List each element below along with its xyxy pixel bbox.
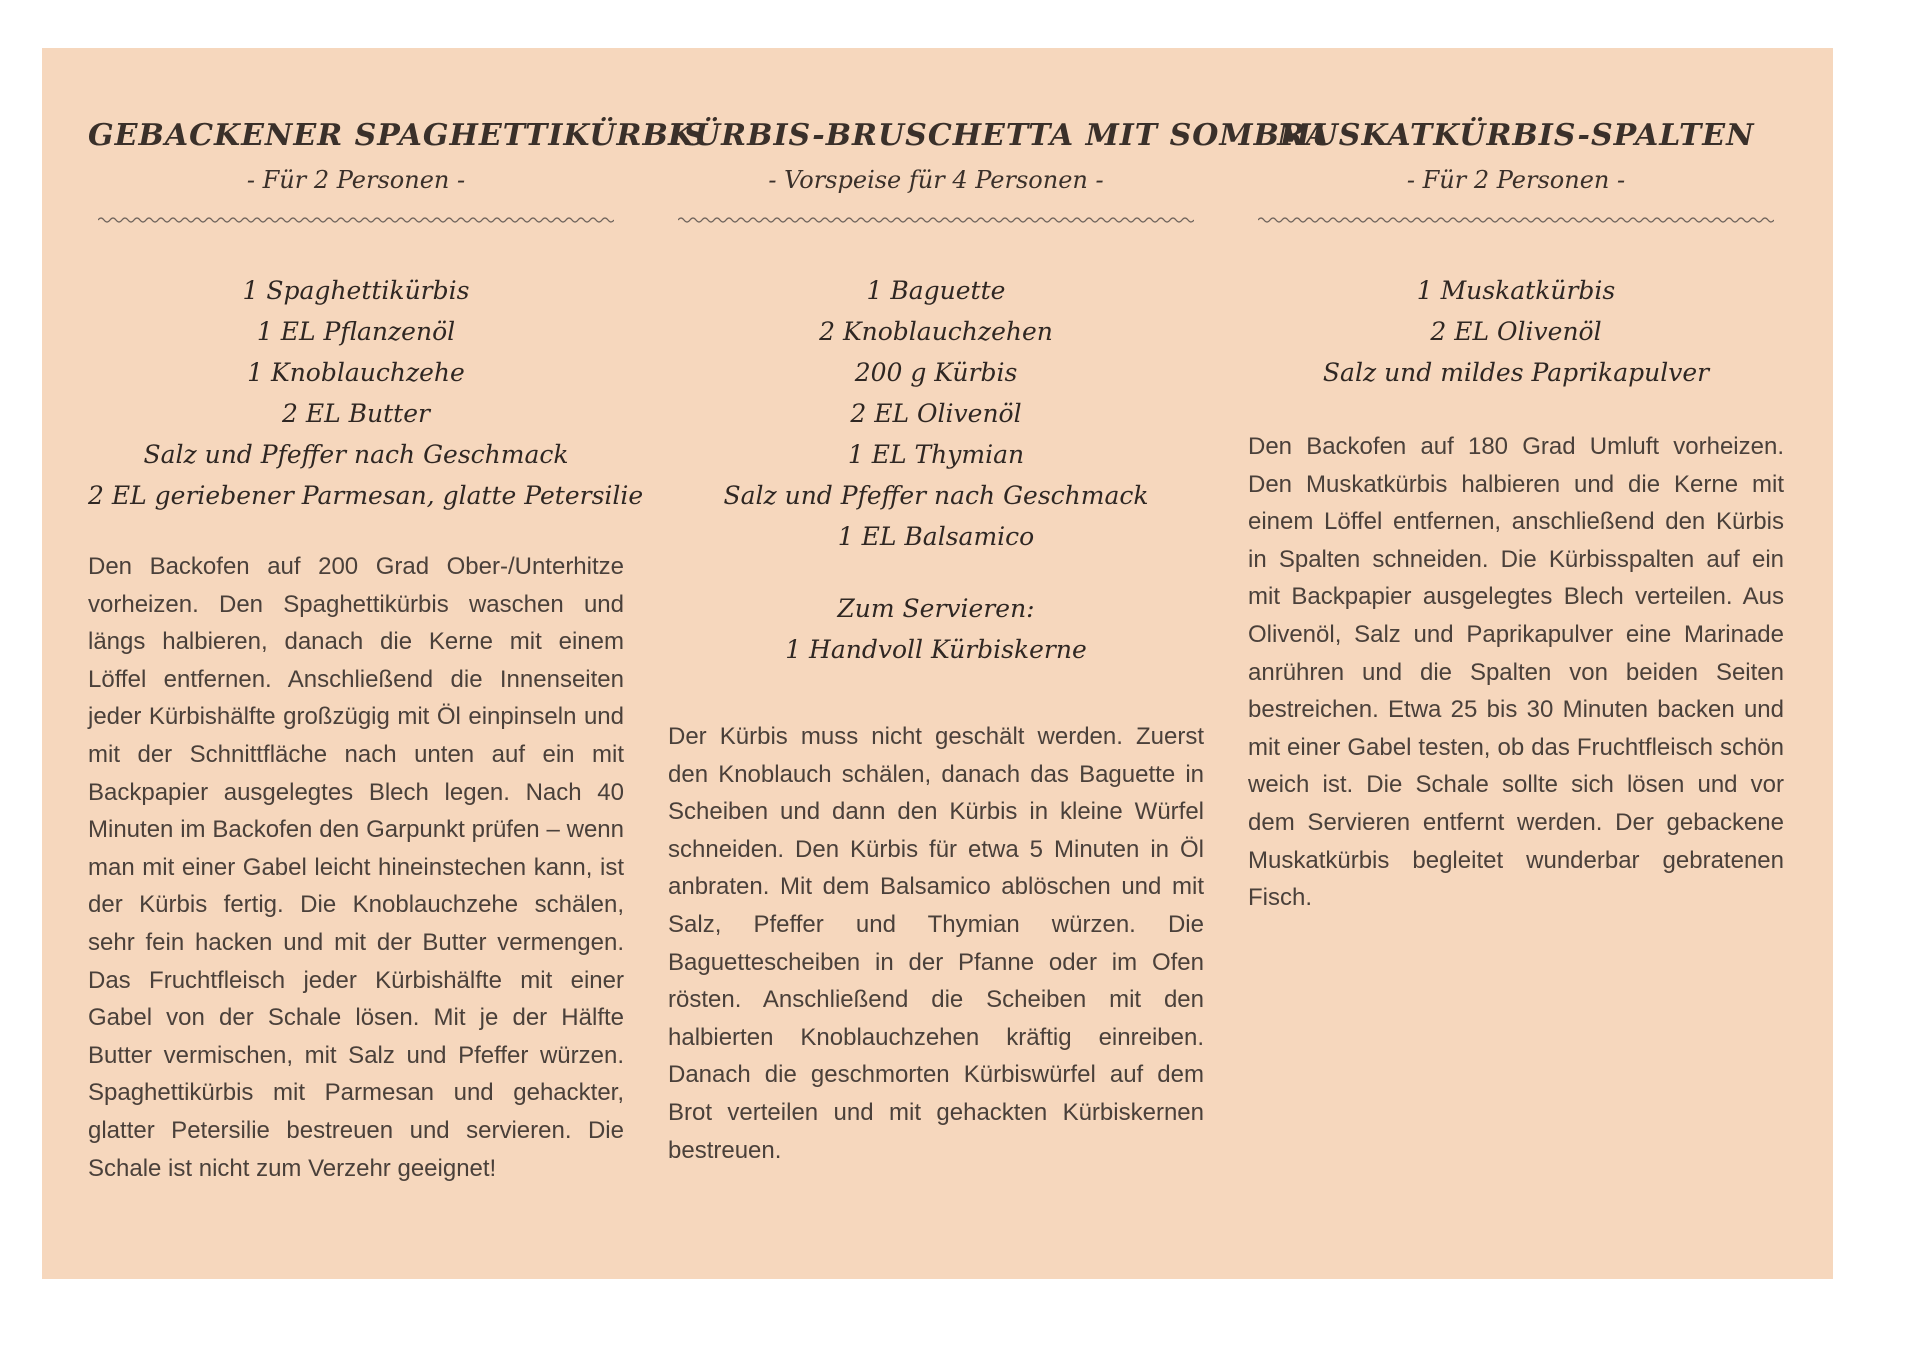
recipe-instructions: Den Backofen auf 180 Grad Umluft vorheizen. Den Muskatkürbis halbieren und die Kerne mit einem Löffel entfernen, anschließend den Kürbis in Spalten schneiden. Die Kürbisspalten auf ein mit Backpapier ausgelegtes Blech verteilen. Aus Olivenöl, Salz und Paprikapulver eine Marinade anrühren und die Spalten von beiden Seiten bestreichen. Etwa 25 bis 30 Minuten backen und mit einer Gabel testen, ob das Fruchtfleisch schön weich ist. Die Schale sollte sich lösen und vor dem Servieren entfernt werden. Der gebackene Muskatkürbis begleitet wunderbar gebratenen Fisch. — [1248, 433, 1784, 912]
ingredient-item: 1 EL Thymian — [847, 440, 1025, 469]
recipe-subtitle: - Vorspeise für 4 Personen - — [768, 166, 1104, 194]
ingredient-item: 1 EL Balsamico — [837, 522, 1035, 551]
serving-heading: Zum Servieren: — [837, 594, 1035, 623]
recipe-subtitle: - Für 2 Personen - — [1406, 166, 1626, 194]
ingredient-item: 1 EL Pflanzenöl — [256, 317, 456, 346]
ingredient-item: Salz und Pfeffer nach Geschmack — [143, 440, 569, 469]
ingredient-item: 2 Knoblauchzehen — [819, 317, 1053, 346]
recipe-instructions: Der Kürbis muss nicht geschält werden. Zuerst den Knoblauch schälen, danach das Baguette in Scheiben und dann den Kürbis in kleine Würfel schneiden. Den Kürbis für etwa 5 Minuten in Öl anbraten. Mit dem Balsamico ablöschen und mit Salz, Pfeffer und Thymian würzen. Die Baguettescheiben in der Pfanne oder im Ofen rösten. Anschließend die Scheiben mit den halbierten Knoblauchzehen kräftig einreiben. Danach die geschmorten Kürbiswürfel auf dem Brot verteilen und mit gehackten Kürbiskernen bestreuen. — [668, 723, 1204, 1164]
wavy-divider — [678, 216, 1194, 224]
ingredient-item: 2 EL Butter — [282, 399, 430, 428]
ingredient-list — [668, 270, 1204, 557]
ingredient-item: 1 Knoblauchzehe — [247, 358, 465, 387]
wavy-divider — [98, 216, 614, 224]
recipe-column-spaghettikuerbis — [88, 48, 707, 1279]
ingredient-item: 1 Baguette — [866, 276, 1006, 305]
recipe-subtitle: - Für 2 Personen - — [246, 166, 466, 194]
ingredient-item: 1 Muskatkürbis — [1416, 276, 1616, 305]
wavy-divider — [1258, 216, 1774, 224]
serving-list — [668, 588, 1204, 670]
ingredient-item: 200 g Kürbis — [854, 358, 1018, 387]
serving-item: 1 Handvoll Kürbiskerne — [785, 635, 1087, 664]
ingredient-item: 2 EL Olivenöl — [1430, 317, 1602, 346]
recipe-column-muskatkuerbis — [1248, 48, 1784, 1279]
ingredient-list — [1248, 270, 1784, 393]
ingredient-item: Salz und mildes Paprikapulver — [1322, 358, 1710, 387]
recipe-title: GEBACKENER SPAGHETTIKÜRBIS — [88, 118, 707, 153]
recipe-column-bruschetta — [668, 48, 1331, 1279]
recipe-title: KÜRBIS-BRUSCHETTA MIT SOMBRA — [668, 118, 1331, 153]
ingredient-list — [88, 270, 644, 516]
recipe-sheet — [42, 48, 1833, 1279]
recipe-instructions: Den Backofen auf 200 Grad Ober-/Unterhitze vorheizen. Den Spaghettikürbis waschen und längs halbieren, danach die Kerne mit einem Löffel entfernen. Anschließend die Innenseiten jeder Kürbishälfte großzügig mit Öl einpinseln und mit der Schnittfläche nach unten auf ein mit Backpapier ausgelegtes Blech legen. Nach 40 Minuten im Backofen den Garpunkt prüfen – wenn man mit einer Gabel leicht hineinstechen kann, ist der Kürbis fertig. Die Knoblauchzehe schälen, sehr fein hacken und mit der Butter vermengen. Das Fruchtfleisch jeder Kürbishälfte mit einer Gabel von der Schale lösen. Mit je der Hälfte Butter vermischen, mit Salz und Pfeffer würzen. Spaghettikürbis mit Parmesan und gehackter, glatter Petersilie bestreuen und servieren. Die Schale ist nicht zum Verzehr geeignet! — [88, 553, 624, 1182]
ingredient-item: 2 EL Olivenöl — [850, 399, 1022, 428]
ingredient-item: 1 Spaghettikürbis — [242, 276, 470, 305]
ingredient-item: Salz und Pfeffer nach Geschmack — [723, 481, 1149, 510]
recipe-title: MUSKATKÜRBIS-SPALTEN — [1277, 118, 1755, 153]
ingredient-item: 2 EL geriebener Parmesan, glatte Petersilie — [88, 481, 644, 510]
